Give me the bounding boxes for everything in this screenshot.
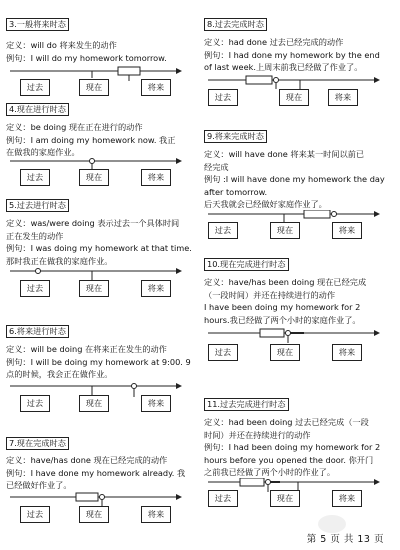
example-line: hours before you opened the door. 你开门 bbox=[204, 454, 374, 465]
now-label: 现在 bbox=[79, 169, 109, 186]
future-label: 将来 bbox=[141, 506, 171, 523]
timeline-diagram bbox=[6, 65, 198, 99]
future-label: 将来 bbox=[332, 490, 362, 507]
example-line: 例句：I had been doing my homework for 2 bbox=[204, 442, 381, 452]
section-past-perfect-progressive bbox=[204, 392, 396, 512]
timeline-diagram bbox=[6, 267, 198, 301]
section-future-simple bbox=[6, 12, 198, 99]
definition-line: 定义：was/were doing 表示过去一个具体时间 bbox=[6, 218, 180, 228]
example-line: 那时我正在做我的家庭作业。 bbox=[6, 255, 113, 266]
timeline-diagram bbox=[6, 157, 198, 191]
definition-line: 经完成 bbox=[204, 161, 229, 172]
section-present-perfect-progressive bbox=[204, 252, 396, 361]
example-line: 在做我的家庭作业。 bbox=[6, 147, 80, 157]
now-label: 现在 bbox=[79, 506, 109, 523]
now-label: 现在 bbox=[270, 222, 300, 239]
section-title: 5.过去进行时态 bbox=[6, 199, 69, 212]
future-label: 将来 bbox=[332, 344, 362, 361]
now-label: 现在 bbox=[270, 490, 300, 507]
future-label: 将来 bbox=[332, 222, 362, 239]
definition-line: 定义：had done 过去已经完成的动作 bbox=[204, 37, 344, 47]
section-title: 10.现在完成进行时态 bbox=[204, 258, 289, 271]
past-label: 过去 bbox=[208, 222, 238, 239]
example-line: 例句：I have done my homework already. 我 bbox=[6, 467, 186, 478]
future-label: 将来 bbox=[141, 280, 171, 297]
example-line: I have been doing my homework for 2 bbox=[204, 302, 361, 312]
example-line: 例句：I will do my homework tomorrow. bbox=[6, 52, 167, 63]
timeline-diagram bbox=[6, 381, 198, 415]
past-label: 过去 bbox=[208, 89, 238, 106]
section-present-progressive bbox=[6, 97, 198, 191]
section-title: 6.将来进行时态 bbox=[6, 325, 69, 338]
section-present-perfect bbox=[6, 431, 198, 526]
now-label: 现在 bbox=[79, 79, 109, 96]
example-line: 之前我已经做了两个小时的作业了。 bbox=[204, 467, 336, 477]
past-label: 过去 bbox=[20, 506, 50, 523]
future-label: 将来 bbox=[328, 89, 358, 106]
definition-line: 定义：will be doing 在将来正在发生的动作 bbox=[6, 344, 167, 354]
now-label: 现在 bbox=[270, 344, 300, 361]
section-past-perfect bbox=[204, 12, 396, 109]
example-line: 例句：I had done my homework by the end bbox=[204, 49, 380, 60]
section-title: 8.过去完成时态 bbox=[204, 18, 267, 31]
example-line: 例句：I will be doing my homework at 9:00. 9 bbox=[6, 356, 191, 367]
timeline-diagram bbox=[204, 75, 396, 109]
example-line: of last week.上周末前我已经做了作业了。 bbox=[204, 62, 363, 72]
future-label: 将来 bbox=[141, 79, 171, 96]
definition-line: 时间）并还在持续进行的动作 bbox=[204, 429, 311, 440]
now-label: 现在 bbox=[79, 395, 109, 412]
past-label: 过去 bbox=[20, 395, 50, 412]
section-future-progressive bbox=[6, 319, 198, 415]
example-line: 例句 :I will have done my homework the day bbox=[204, 174, 385, 184]
example-line: after tomorrow. bbox=[204, 186, 268, 197]
now-label: 现在 bbox=[279, 89, 309, 106]
example-line: 已经做好作业了。 bbox=[6, 480, 72, 490]
definition-line: 定义：will do 将来发生的动作 bbox=[6, 40, 117, 50]
definition-line: 定义：had been doing 过去已经完成（一段 bbox=[204, 417, 369, 427]
section-past-progressive bbox=[6, 193, 198, 301]
definition-line: 正在发生的动作 bbox=[6, 230, 64, 241]
timeline-diagram bbox=[6, 492, 198, 526]
timeline-diagram bbox=[204, 210, 396, 244]
future-label: 将来 bbox=[141, 395, 171, 412]
past-label: 过去 bbox=[20, 280, 50, 297]
example-line: 后天我就会已经做好家庭作业了。 bbox=[204, 199, 327, 209]
definition-line: 定义：have/has done 现在已经完成的动作 bbox=[6, 455, 168, 465]
definition-line: （一段时间）并还在持续进行的动作 bbox=[204, 289, 336, 300]
section-title: 9.将来完成时态 bbox=[204, 130, 267, 143]
page-number: 第 5 页 共 13 页 bbox=[306, 534, 384, 545]
section-title: 4.现在进行时态 bbox=[6, 103, 69, 116]
example-line: hours.我已经做了两个小时的家庭作业了。 bbox=[204, 314, 361, 325]
future-label: 将来 bbox=[141, 169, 171, 186]
example-line: 例句：I am doing my homework now. 我正 bbox=[6, 134, 176, 145]
past-label: 过去 bbox=[20, 169, 50, 186]
past-label: 过去 bbox=[208, 344, 238, 361]
section-future-perfect bbox=[204, 124, 396, 244]
section-title: 7.现在完成时态 bbox=[6, 437, 69, 450]
definition-line: 定义：will have done 将来某一时间以前已 bbox=[204, 149, 365, 159]
now-label: 现在 bbox=[79, 280, 109, 297]
past-label: 过去 bbox=[20, 79, 50, 96]
definition-line: 定义：be doing 现在正在进行的动作 bbox=[6, 122, 143, 132]
section-title: 11.过去完成进行时态 bbox=[204, 398, 289, 411]
definition-line: 定义：have/has been doing 现在已经完成 bbox=[204, 277, 367, 287]
example-line: 点的时候，我会正在做作业。 bbox=[6, 369, 113, 379]
section-title: 3.一般将来时态 bbox=[6, 18, 69, 31]
past-label: 过去 bbox=[208, 490, 238, 507]
timeline-diagram bbox=[204, 327, 396, 361]
timeline-diagram bbox=[204, 478, 396, 512]
example-line: 例句：I was doing my homework at that time. bbox=[6, 243, 192, 253]
